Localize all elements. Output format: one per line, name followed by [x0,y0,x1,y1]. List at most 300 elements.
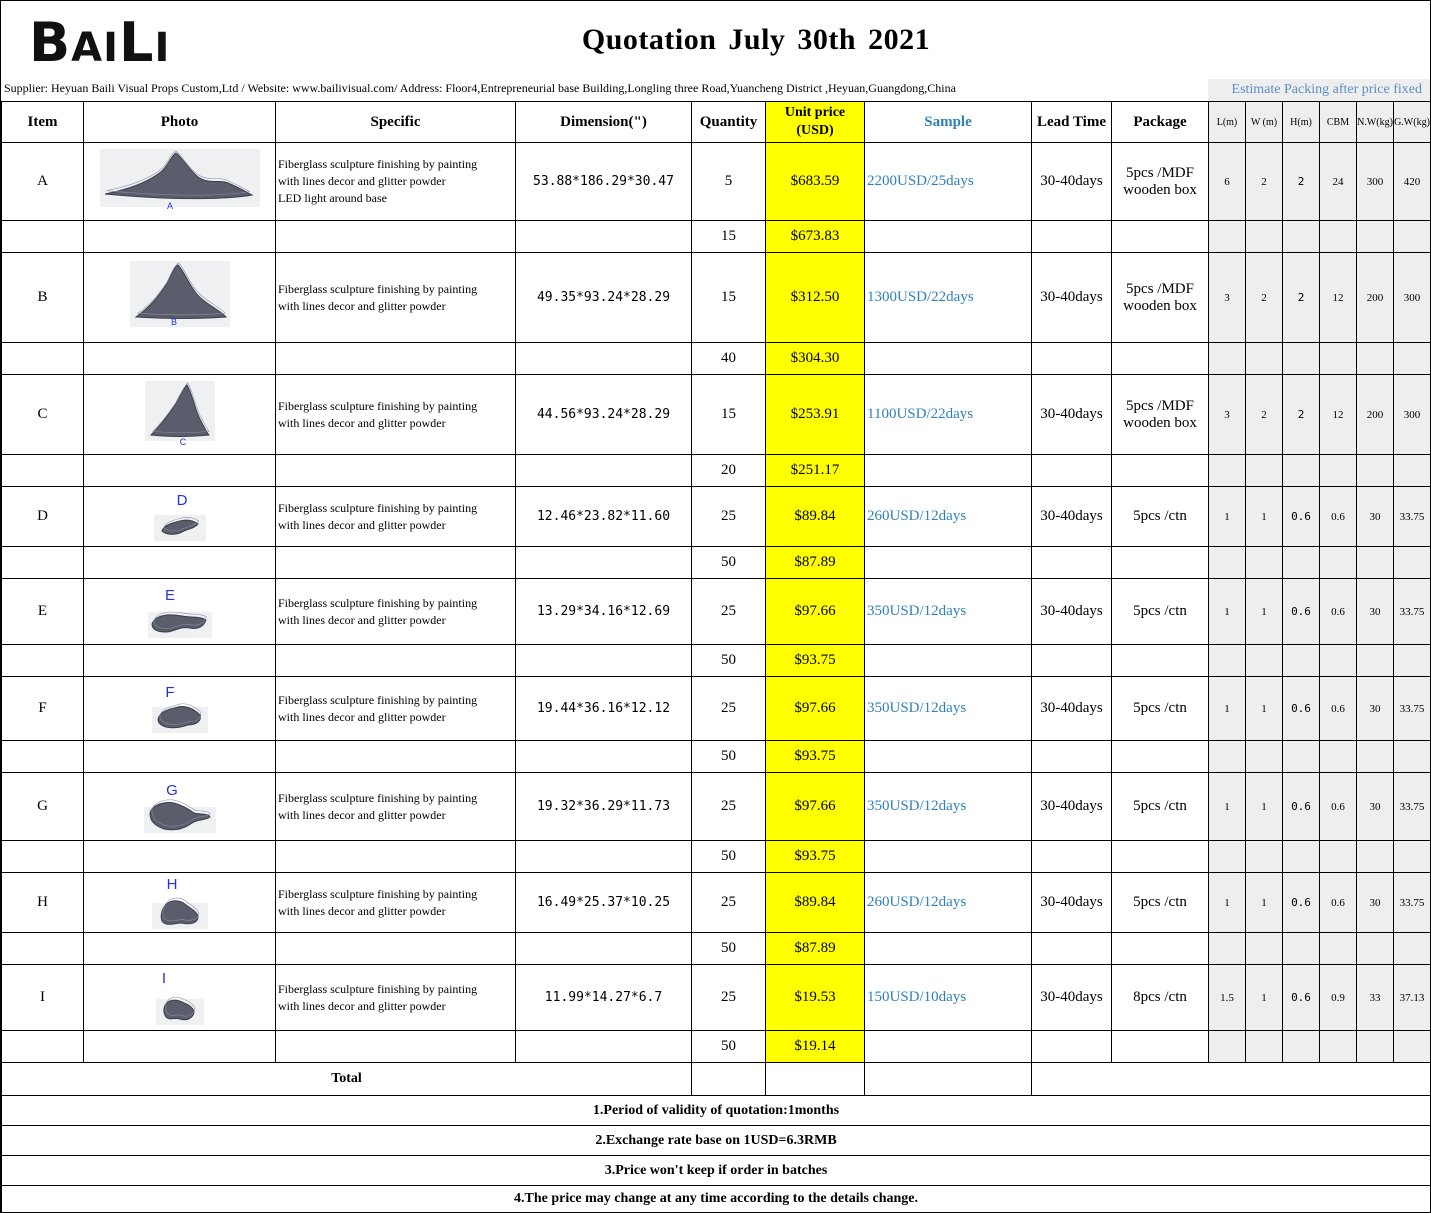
package-cell [1112,375,1209,455]
note-row [2,1096,1431,1126]
length-text: 1 [1224,605,1230,618]
total-quantity [692,1063,766,1096]
item-code [2,873,84,933]
empty-cell [1246,547,1283,579]
empty-cell [516,645,692,677]
sample-cell [865,253,1032,343]
dimension-text: 16.49*25.37*10.25 [536,895,671,910]
dimension-text: 44.56*93.24*28.29 [536,407,671,422]
width-text: 1 [1261,896,1267,909]
quantity-text: 25 [721,989,736,1005]
empty-cell [1209,547,1246,579]
length-text: 1 [1224,800,1230,813]
quantity-text: 50 [721,652,736,668]
empty-cell [2,933,84,965]
unit-price-cell [766,933,865,965]
empty-cell [865,841,1032,873]
width-text: 1 [1261,800,1267,813]
empty-cell [1246,645,1283,677]
photo-label: D [176,491,187,509]
unit-price-cell [766,143,865,221]
cbm-cell [1320,773,1357,841]
width-cell [1246,677,1283,741]
unit-price-cell [766,487,865,547]
unit-price-cell [766,677,865,741]
unit-price-cell [766,873,865,933]
table-row-secondary-qty [2,1031,1431,1063]
specific-cell [276,965,516,1031]
empty-cell [1394,455,1431,487]
empty-cell [1209,841,1246,873]
empty-cell [1246,933,1283,965]
sculpture-photo-b [130,261,230,335]
package-line: 8pcs /ctn [1133,989,1187,1005]
specific-cell [276,873,516,933]
sample-cell [865,375,1032,455]
height-text: 0.6 [1291,800,1311,813]
width-cell [1246,773,1283,841]
unit-price-text: $93.75 [794,652,836,668]
empty-cell [1320,841,1357,873]
photo-cell [84,375,276,455]
empty-cell [1394,645,1431,677]
height-text: 2 [1297,291,1305,304]
net-weight-cell [1357,375,1394,455]
cbm-text: 12 [1332,408,1344,421]
empty-cell [1394,741,1431,773]
item-code-text: F [38,700,47,716]
unit-price-cell [766,741,865,773]
empty-cell [2,841,84,873]
height-cell [1283,773,1320,841]
package-cell [1112,873,1209,933]
unit-price-text: $19.53 [794,989,836,1005]
quantity-text: 25 [721,700,736,716]
dimension-text: 11.99*14.27*6.7 [544,990,663,1005]
gross-weight-cell [1394,375,1431,455]
height-cell [1283,143,1320,221]
col-specific: Specific [276,102,516,143]
cbm-text: 0.6 [1331,800,1345,813]
lead-time-text: 30-40days [1040,508,1103,524]
package-line: 5pcs /ctn [1133,508,1187,524]
gross-weight-text: 33.75 [1399,605,1425,618]
quantity-cell [692,221,766,253]
item-code-text: A [37,173,48,189]
empty-cell [1246,455,1283,487]
net-weight-cell [1357,487,1394,547]
quantity-text: 15 [721,289,736,305]
photo-label: I [161,969,166,987]
empty-cell [1209,343,1246,375]
specific-cell [276,487,516,547]
empty-cell [1032,455,1112,487]
height-text: 0.6 [1291,702,1311,715]
net-weight-cell [1357,677,1394,741]
empty-cell [1032,841,1112,873]
empty-cell [1209,645,1246,677]
unit-price-cell [766,773,865,841]
width-text: 1 [1261,605,1267,618]
height-text: 2 [1297,175,1305,188]
sculpture-photo-i [156,969,204,1027]
item-code [2,375,84,455]
net-weight-text: 200 [1366,291,1384,304]
col-length: L(m) [1209,102,1246,143]
unit-price-text: $673.83 [790,228,840,244]
sample-text: 2200USD/25days [867,173,974,189]
empty-cell [276,933,516,965]
lead-time-text: 30-40days [1040,700,1103,716]
empty-cell [1112,343,1209,375]
net-weight-cell [1357,253,1394,343]
col-sample: Sample [865,102,1032,143]
sample-text: 260USD/12days [867,508,967,524]
dimension-cell [516,579,692,645]
empty-cell [1394,547,1431,579]
net-weight-text: 33 [1369,991,1381,1004]
baili-logo: BAILI [29,11,171,74]
cbm-cell [1320,579,1357,645]
height-cell [1283,253,1320,343]
net-weight-cell [1357,873,1394,933]
sample-text: 150USD/10days [867,989,967,1005]
lead-time-text: 30-40days [1040,989,1103,1005]
photo-cell [84,143,276,221]
empty-cell [276,741,516,773]
gross-weight-text: 33.75 [1399,896,1425,909]
gross-weight-text: 33.75 [1399,800,1425,813]
dimension-cell [516,143,692,221]
empty-cell [84,343,276,375]
dimension-text: 53.88*186.29*30.47 [533,174,674,189]
specific-cell [276,375,516,455]
quantity-text: 25 [721,603,736,619]
package-line: 5pcs /ctn [1133,700,1187,716]
empty-cell [1283,221,1320,253]
width-text: 1 [1261,991,1267,1004]
quantity-cell [692,677,766,741]
empty-cell [1283,547,1320,579]
specific-line: with lines decor and glitter powder [278,415,446,430]
length-text: 3 [1224,408,1230,421]
quantity-text: 25 [721,894,736,910]
quantity-cell [692,645,766,677]
length-cell [1209,677,1246,741]
specific-cell [276,677,516,741]
width-text: 1 [1261,510,1267,523]
net-weight-text: 200 [1366,408,1384,421]
gross-weight-text: 33.75 [1399,510,1425,523]
lead-time-text: 30-40days [1040,406,1103,422]
gross-weight-cell [1394,873,1431,933]
empty-cell [1357,547,1394,579]
package-line: 5pcs /MDF [1126,397,1194,414]
quantity-cell [692,343,766,375]
empty-cell [1357,841,1394,873]
sculpture-photo-a [100,149,260,215]
net-weight-cell [1357,965,1394,1031]
note-text: 3.Price won't keep if order in batches [2,1156,1431,1186]
cbm-text: 24 [1332,175,1344,188]
sample-cell [865,965,1032,1031]
empty-cell [516,841,692,873]
length-text: 3 [1224,291,1230,304]
cbm-cell [1320,873,1357,933]
empty-cell [865,741,1032,773]
empty-cell [516,547,692,579]
gross-weight-cell [1394,773,1431,841]
total-rest [1032,1063,1431,1096]
empty-cell [1283,645,1320,677]
lead-time-cell [1032,253,1112,343]
unit-price-text: $97.66 [794,700,836,716]
empty-cell [1320,741,1357,773]
unit-price-text: $87.89 [794,554,836,570]
total-sample [865,1063,1032,1096]
lead-time-cell [1032,143,1112,221]
photo-label: H [166,875,177,893]
cbm-text: 0.6 [1331,702,1345,715]
col-cbm: CBM [1320,102,1357,143]
package-line: 5pcs /ctn [1133,603,1187,619]
empty-cell [1112,645,1209,677]
empty-cell [1394,343,1431,375]
table-row [2,873,1431,933]
empty-cell [1112,455,1209,487]
cbm-cell [1320,143,1357,221]
total-price [766,1063,865,1096]
unit-price-cell [766,455,865,487]
dimension-text: 49.35*93.24*28.29 [536,290,671,305]
sample-cell [865,487,1032,547]
length-cell [1209,253,1246,343]
sample-text: 350USD/12days [867,798,967,814]
quantity-text: 25 [721,798,736,814]
item-code [2,579,84,645]
unit-price-text: $683.59 [790,173,840,189]
unit-price-text: $97.66 [794,798,836,814]
net-weight-text: 300 [1366,175,1384,188]
empty-cell [276,455,516,487]
lead-time-text: 30-40days [1040,798,1103,814]
dimension-text: 19.44*36.16*12.12 [536,701,671,716]
quantity-cell [692,455,766,487]
gross-weight-cell [1394,487,1431,547]
quantity-text: 15 [721,228,736,244]
empty-cell [1246,841,1283,873]
note-text: 4.The price may change at any time according to the details change. [2,1186,1431,1213]
width-text: 1 [1261,702,1267,715]
specific-cell [276,579,516,645]
empty-cell [1357,221,1394,253]
quantity-cell [692,143,766,221]
note-text: 2.Exchange rate base on 1USD=6.3RMB [2,1126,1431,1156]
table-row [2,579,1431,645]
photo-label: B [170,316,177,327]
net-weight-text: 30 [1369,510,1381,523]
height-text: 0.6 [1291,510,1311,523]
cbm-cell [1320,965,1357,1031]
length-cell [1209,873,1246,933]
item-code [2,965,84,1031]
package-cell [1112,677,1209,741]
empty-cell [1209,455,1246,487]
empty-cell [1032,933,1112,965]
package-line: wooden box [1123,181,1197,198]
package-line: wooden box [1123,414,1197,431]
col-lead-time: Lead Time [1032,102,1112,143]
empty-cell [1032,547,1112,579]
empty-cell [2,1031,84,1063]
specific-line: LED light around base [278,191,387,205]
height-text: 0.6 [1291,896,1311,909]
lead-time-cell [1032,375,1112,455]
empty-cell [84,933,276,965]
empty-cell [276,547,516,579]
width-text: 2 [1261,408,1267,421]
empty-cell [516,343,692,375]
lead-time-cell [1032,773,1112,841]
empty-cell [1320,933,1357,965]
width-text: 2 [1261,175,1267,188]
empty-cell [84,455,276,487]
page-title: Quotation July 30th 2021 [581,23,931,56]
sculpture-photo-c [145,381,215,449]
gross-weight-cell [1394,143,1431,221]
cbm-text: 0.6 [1331,896,1345,909]
dimension-cell [516,773,692,841]
gross-weight-text: 300 [1403,408,1421,421]
empty-cell [1357,645,1394,677]
dimension-cell [516,487,692,547]
empty-cell [2,645,84,677]
lead-time-cell [1032,677,1112,741]
item-code [2,253,84,343]
sample-text: 350USD/12days [867,700,967,716]
width-cell [1246,965,1283,1031]
col-width: W (m) [1246,102,1283,143]
empty-cell [1283,741,1320,773]
empty-cell [516,221,692,253]
sample-cell [865,677,1032,741]
package-cell [1112,253,1209,343]
specific-line: Fiberglass sculpture finishing by painting [278,692,478,707]
package-line: 5pcs /MDF [1126,164,1194,181]
specific-line: Fiberglass sculpture finishing by painting [278,595,478,610]
empty-cell [1032,645,1112,677]
empty-cell [2,221,84,253]
quantity-cell [692,965,766,1031]
empty-cell [865,343,1032,375]
item-code [2,677,84,741]
empty-cell [1394,933,1431,965]
item-code-text: E [37,603,48,619]
photo-label: G [165,781,178,799]
specific-line: Fiberglass sculpture finishing by painting [278,981,478,996]
dimension-cell [516,965,692,1031]
quantity-cell [692,841,766,873]
sculpture-photo-d [154,491,206,543]
sample-text: 1100USD/22days [867,406,974,422]
specific-cell [276,253,516,343]
package-line: 5pcs /MDF [1126,280,1194,297]
table-row-secondary-qty [2,547,1431,579]
table-row [2,253,1431,343]
quantity-text: 50 [721,848,736,864]
table-header-row [2,102,1431,143]
empty-cell [1283,455,1320,487]
empty-cell [1246,221,1283,253]
unit-price-cell [766,547,865,579]
net-weight-cell [1357,773,1394,841]
empty-cell [1283,343,1320,375]
table-row [2,143,1431,221]
specific-line: with lines decor and glitter powder [278,174,446,188]
specific-line: Fiberglass sculpture finishing by painting [278,790,478,805]
lead-time-cell [1032,873,1112,933]
length-text: 1 [1224,896,1230,909]
specific-line: Fiberglass sculpture finishing by painting [278,398,478,413]
total-row [2,1063,1431,1096]
unit-price-cell [766,375,865,455]
dimension-cell [516,375,692,455]
package-line: wooden box [1123,297,1197,314]
empty-cell [1112,1031,1209,1063]
length-cell [1209,487,1246,547]
photo-label: E [164,586,175,604]
gross-weight-text: 420 [1403,175,1421,188]
height-text: 0.6 [1291,991,1311,1004]
specific-line: Fiberglass sculpture finishing by painting [278,281,478,296]
empty-cell [865,547,1032,579]
unit-price-text: $93.75 [794,748,836,764]
empty-cell [2,455,84,487]
empty-cell [1283,1031,1320,1063]
gross-weight-cell [1394,965,1431,1031]
lead-time-text: 30-40days [1040,173,1103,189]
table-row [2,487,1431,547]
unit-price-text: $89.84 [794,894,836,910]
quantity-text: 50 [721,554,736,570]
quantity-cell [692,487,766,547]
net-weight-text: 30 [1369,702,1381,715]
sample-cell [865,143,1032,221]
net-weight-text: 30 [1369,896,1381,909]
specific-cell [276,143,516,221]
item-code-text: H [37,894,48,910]
col-quantity: Quantity [692,102,766,143]
cbm-text: 12 [1332,291,1344,304]
table-row-secondary-qty [2,455,1431,487]
quantity-cell [692,873,766,933]
col-photo: Photo [84,102,276,143]
empty-cell [1032,343,1112,375]
gross-weight-cell [1394,253,1431,343]
height-cell [1283,965,1320,1031]
empty-cell [516,1031,692,1063]
empty-cell [1394,221,1431,253]
unit-price-text: $93.75 [794,848,836,864]
lead-time-text: 30-40days [1040,894,1103,910]
empty-cell [2,343,84,375]
lead-time-cell [1032,965,1112,1031]
empty-cell [84,221,276,253]
empty-cell [1032,221,1112,253]
gross-weight-text: 300 [1403,291,1421,304]
package-line: 5pcs /ctn [1133,798,1187,814]
empty-cell [1209,221,1246,253]
